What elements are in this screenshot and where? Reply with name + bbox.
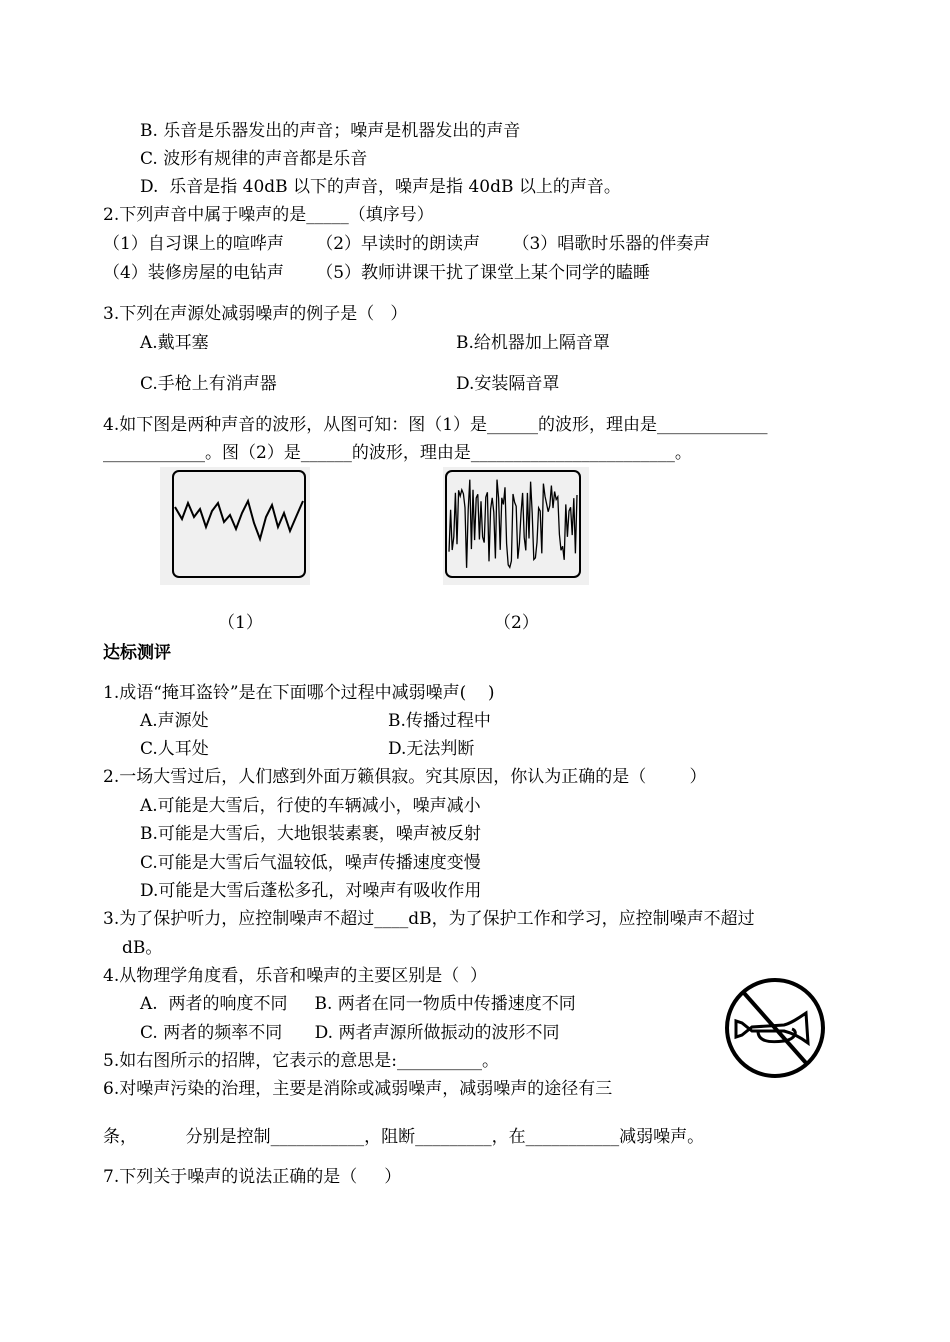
no-horn-sign-icon bbox=[722, 977, 830, 1079]
test-q2-option-b: B.可能是大雪后，大地银装素裹，噪声被反射 bbox=[140, 824, 481, 844]
question-4-line2: ____________。图（2）是______的波形，理由是________________________。 bbox=[103, 443, 692, 463]
section-heading: 达标测评 bbox=[103, 643, 171, 663]
option-b-line: B. 乐音是乐器发出的声音；噪声是机器发出的声音 bbox=[140, 121, 521, 141]
test-question-5: 5.如右图所示的招牌，它表示的意思是:__________。 bbox=[103, 1051, 499, 1071]
test-question-3: 3.为了保护听力，应控制噪声不超过____dB，为了保护工作和学习，应控制噪声不超过 bbox=[103, 909, 755, 929]
test-q4-options-ab: A. 两者的响度不同 B. 两者在同一物质中传播速度不同 bbox=[140, 994, 576, 1014]
question-3-option-a: A.戴耳塞 bbox=[140, 333, 209, 353]
question-3-option-b: B.给机器加上隔音罩 bbox=[456, 333, 610, 353]
test-q1-option-c: C.人耳处 bbox=[140, 739, 209, 759]
test-question-1: 1.成语“掩耳盗铃”是在下面哪个过程中减弱噪声( ) bbox=[103, 683, 495, 703]
noise-wave-icon bbox=[443, 467, 589, 585]
figure-1-caption: （1） bbox=[218, 613, 263, 633]
test-q2-option-c: C.可能是大雪后气温较低，噪声传播速度变慢 bbox=[140, 853, 481, 873]
test-q2-option-a: A.可能是大雪后，行使的车辆减小，噪声减小 bbox=[140, 796, 481, 816]
test-q1-option-d: D.无法判断 bbox=[388, 739, 475, 759]
figure-2-caption: （2） bbox=[494, 613, 539, 633]
question-3-option-d: D.安装隔音罩 bbox=[456, 374, 560, 394]
test-question-4: 4.从物理学角度看，乐音和噪声的主要区别是（ ） bbox=[103, 966, 488, 986]
question-3: 3.下列在声源处减弱噪声的例子是（ ） bbox=[103, 304, 408, 324]
question-4-line1: 4.如下图是两种声音的波形，从图可知：图（1）是______的波形，理由是_____________ bbox=[103, 415, 768, 435]
test-question-3-cont: dB。 bbox=[122, 938, 163, 958]
test-question-6: 6.对噪声污染的治理，主要是消除或减弱噪声，减弱噪声的途径有三 bbox=[103, 1079, 613, 1099]
option-c-line: C. 波形有规律的声音都是乐音 bbox=[140, 149, 368, 169]
regular-wave-icon bbox=[160, 467, 310, 585]
test-question-7: 7.下列关于噪声的说法正确的是（ ） bbox=[103, 1167, 402, 1187]
test-question-2: 2.一场大雪过后，人们感到外面万籁俱寂。究其原因，你认为正确的是（ ） bbox=[103, 767, 707, 787]
question-3-option-c: C.手枪上有消声器 bbox=[140, 374, 277, 394]
question-2-items-row2: （4）装修房屋的电钻声 （5）教师讲课干扰了课堂上某个同学的瞌睡 bbox=[103, 263, 651, 283]
option-d-line: D. 乐音是指 40dB 以下的声音，噪声是指 40dB 以上的声音。 bbox=[140, 177, 621, 197]
question-2: 2.下列声音中属于噪声的是_____（填序号） bbox=[103, 205, 434, 225]
test-q1-option-b: B.传播过程中 bbox=[388, 711, 491, 731]
test-q1-option-a: A.声源处 bbox=[140, 711, 209, 731]
test-q2-option-d: D.可能是大雪后蓬松多孔，对噪声有吸收作用 bbox=[140, 881, 482, 901]
test-question-6-cont: 条， 分别是控制___________，阻断_________，在___________减弱噪声。 bbox=[103, 1127, 705, 1147]
question-2-items-row1: （1）自习课上的喧哗声 （2）早读时的朗读声 （3）唱歌时乐器的伴奏声 bbox=[103, 234, 711, 254]
test-q4-options-cd: C. 两者的频率不同 D. 两者声源所做振动的波形不同 bbox=[140, 1023, 560, 1043]
